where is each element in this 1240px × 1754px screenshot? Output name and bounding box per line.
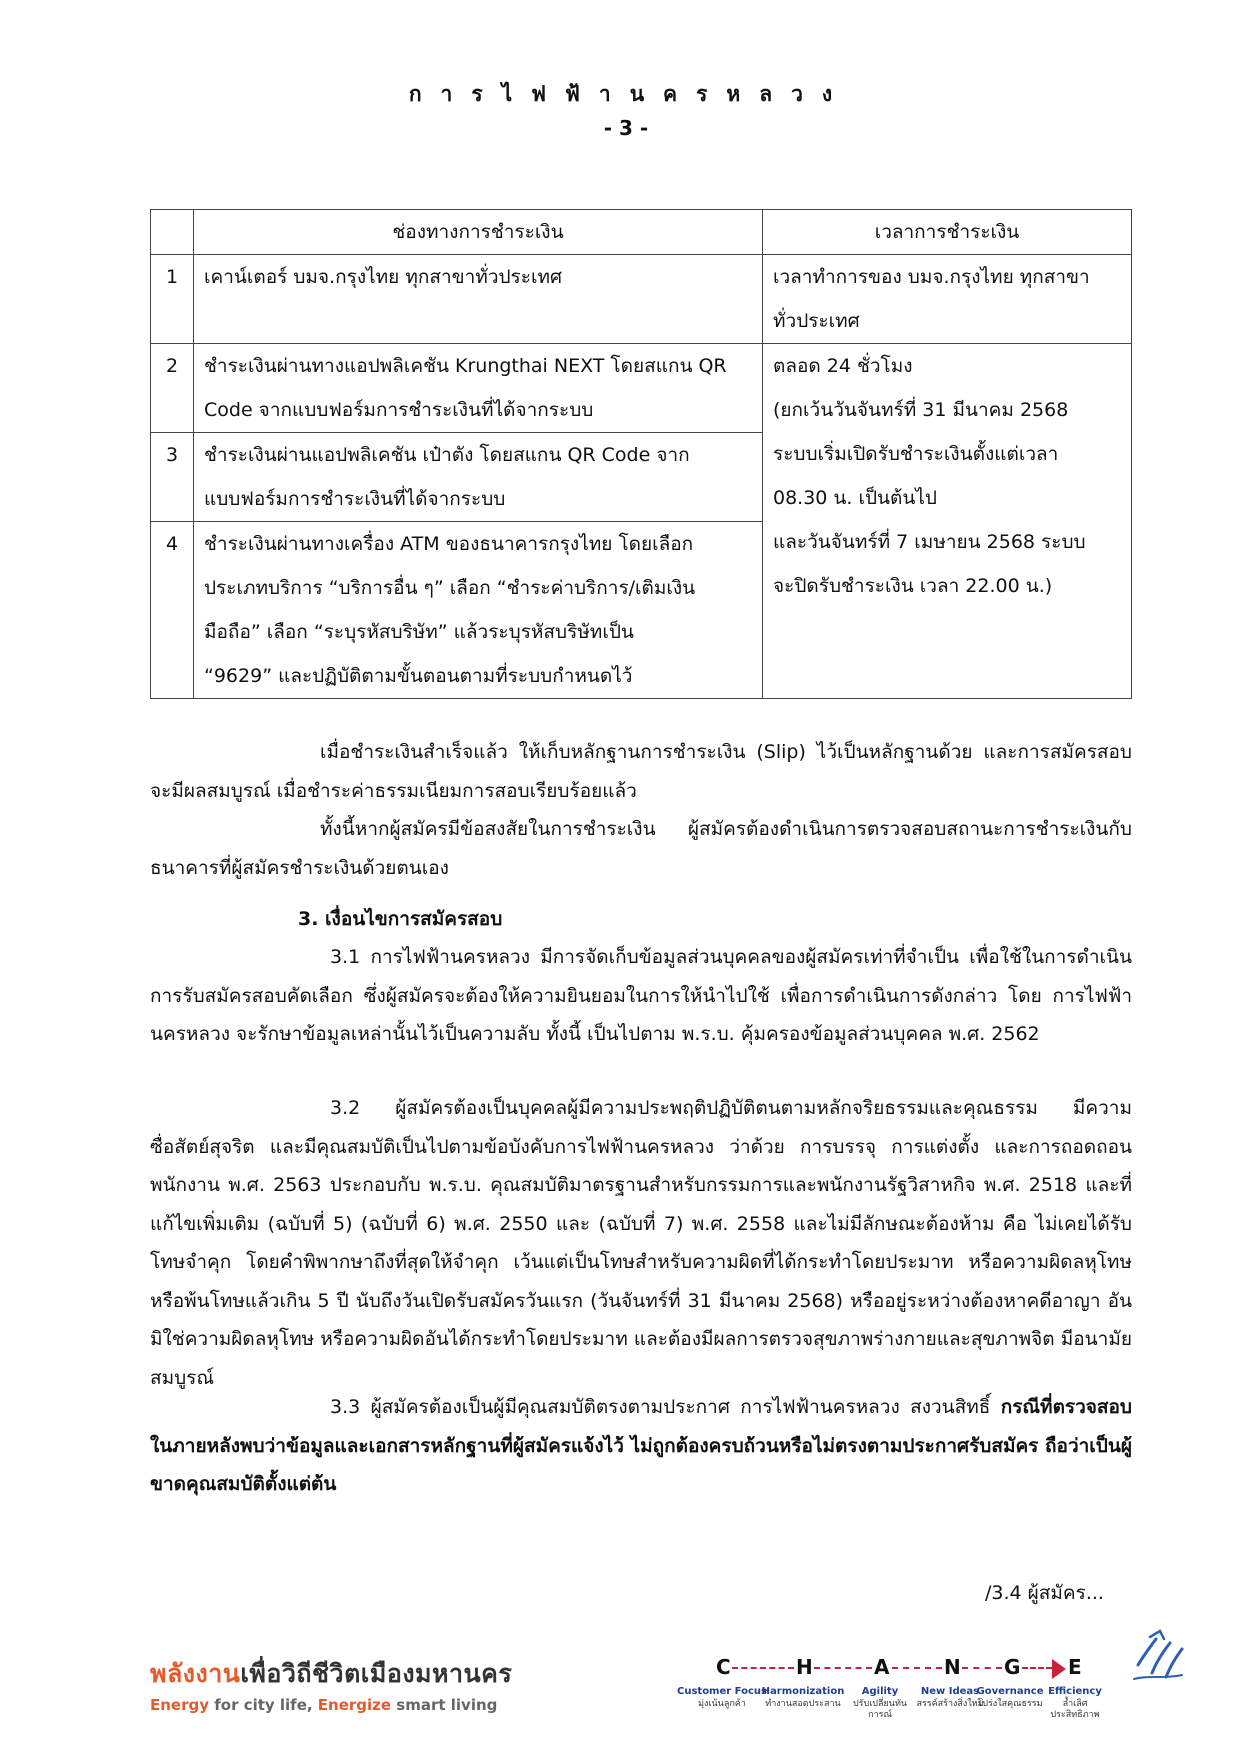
time-line: 08.30 น. เป็นต้นไป bbox=[773, 487, 937, 509]
channel-line: ชำระเงินผ่านทางเครื่อง ATM ของธนาคารกรุงไทย โดยเลือก bbox=[204, 533, 694, 555]
table-header-no bbox=[151, 210, 194, 255]
change-label: Agility bbox=[861, 1686, 899, 1697]
channel-line: ชำระเงินผ่านแอปพลิเคชัน เป๋าตัง โดยสแกน QR Code จาก bbox=[204, 444, 690, 466]
time-line: เวลาทำการของ บมจ.กรุงไทย ทุกสาขา bbox=[773, 266, 1090, 288]
channel-line: ประเภทบริการ “บริการอื่น ๆ” เลือก “ชำระค่าบริการ/เติมเงิน bbox=[204, 577, 696, 599]
channel-line: Code จากแบบฟอร์มการชำระเงินที่ได้จากระบบ bbox=[204, 399, 594, 421]
clause-3-3-bold: กรณีที่ตรวจสอบในภายหลังพบว่าข้อมูลและเอกสารหลักฐานที่ผู้สมัครแจ้งไว้ ไม่ถูกต้องครบถ้วนหรือไม่ตรงตามประกาศรับสมัคร ถือว่าเป็นผู้ขาดคุณสมบัติตั้งแต่ต้น bbox=[150, 1396, 1132, 1495]
change-dash bbox=[1022, 1667, 1052, 1669]
section-3-heading: 3. เงื่อนไขการสมัครสอบ bbox=[298, 908, 503, 930]
change-sublabel: ทำงานสอดประสาน bbox=[765, 1699, 841, 1709]
page-number: - 3 - bbox=[603, 116, 649, 140]
slip-text: เมื่อชำระเงินสำเร็จแล้ว ให้เก็บหลักฐานการชำระเงิน (Slip) ไว้เป็นหลักฐานด้วย และการสมัครสอบจะมีผลสมบูรณ์ เมื่อชำระค่าธรรมเนียมการสอบเรียบร้อยแล้ว bbox=[150, 741, 1132, 802]
time-line: (ยกเว้นวันจันทร์ที่ 31 มีนาคม 2568 bbox=[773, 399, 1069, 421]
change-dash bbox=[962, 1667, 1002, 1669]
table-header-channel: ช่องทางการชำระเงิน bbox=[194, 210, 763, 255]
change-label: Governance bbox=[976, 1686, 1044, 1697]
row-number: 2 bbox=[151, 344, 194, 433]
slip-paragraph bbox=[150, 733, 1132, 810]
channel-cell bbox=[194, 344, 763, 433]
table-header-time: เวลาการชำระเงิน bbox=[763, 210, 1132, 255]
continued-marker: /3.4 ผู้สมัคร... bbox=[985, 1582, 1104, 1604]
change-sublabel: โปร่งใสคุณธรรม bbox=[977, 1699, 1043, 1709]
channel-cell bbox=[194, 522, 763, 699]
change-letter-e: E bbox=[1068, 1655, 1082, 1679]
doubt-text: ทั้งนี้หากผู้สมัครมีข้อสงสัยในการชำระเงิน ผู้สมัครต้องดำเนินการตรวจสอบสถานะการชำระเงินกับธนาคารที่ผู้สมัครชำระเงินด้วยตนเอง bbox=[150, 818, 1132, 879]
channel-cell bbox=[194, 433, 763, 522]
clause-3-2-text: 3.2 ผู้สมัครต้องเป็นบุคคลผู้มีความประพฤติปฏิบัติตนตามหลักจริยธรรมและคุณธรรม มีความซื่อสัตย์สุจริต และมีคุณสมบัติเป็นไปตามข้อบังคับการไฟฟ้านครหลวง ว่าด้วย การบรรจุ การแต่งตั้ง และการถอดถอนพนักงาน พ.ศ. 2563 ประกอบกับ พ.ร.บ. คุณสมบัติมาตรฐานสำหรับกรรมการและพนักงานรัฐวิสาหกิจ พ.ศ. 2518 และที่แก้ไขเพิ่มเติม (ฉบับที่ 5) (ฉบับที่ 6) พ.ศ. 2550 และ (ฉบับที่ 7) พ.ศ. 2558 และไม่มีลักษณะต้องห้าม คือ ไม่เคยได้รับโทษจำคุก โดยคำพิพากษาถึงที่สุดให้จำคุก เว้นแต่เป็นโทษสำหรับความผิดที่ได้กระทำโดยประมาท หรือความผิดลหุโทษ หรือพ้นโทษแล้วเกิน 5 ปี นับถึงวันเปิดรับสมัครวันแรก (วันจันทร์ที่ 31 มีนาคม 2568) หรืออยู่ระหว่างต้องหาคดีอาญา อันมิใช่ความผิดลหุโทษ หรือความผิดอันได้กระทำโดยประมาท และต้องมีผลการตรวจสุขภาพร่างกายและสุขภาพจิต มีอนามัยสมบูรณ์ bbox=[150, 1097, 1132, 1389]
time-line: และวันจันทร์ที่ 7 เมษายน 2568 ระบบ bbox=[773, 531, 1086, 553]
slogan-english: Energy for city life, Energize smart living bbox=[150, 1696, 498, 1714]
change-label: Efficiency bbox=[1048, 1686, 1102, 1697]
channel-line: “9629” และปฏิบัติตามขั้นตอนตามที่ระบบกำหนดไว้ bbox=[204, 665, 633, 687]
payment-channel-table bbox=[150, 209, 1132, 699]
change-dash bbox=[814, 1667, 872, 1669]
row-number: 4 bbox=[151, 522, 194, 699]
shared-time-cell bbox=[763, 344, 1132, 699]
time-line: ตลอด 24 ชั่วโมง bbox=[773, 355, 913, 377]
time-line: จะปิดรับชำระเงิน เวลา 22.00 น.) bbox=[773, 575, 1053, 597]
change-dash bbox=[732, 1667, 794, 1669]
time-cell bbox=[763, 255, 1132, 344]
change-sublabel: สรรค์สร้างสิ่งใหม่ bbox=[916, 1699, 984, 1709]
slogan-thai: พลังงานเพื่อวิถีชีวิตเมืองมหานคร bbox=[150, 1659, 513, 1688]
row-number: 1 bbox=[151, 255, 194, 344]
channel-cell bbox=[194, 255, 763, 344]
clause-3-3 bbox=[150, 1388, 1132, 1504]
arrow-right-icon bbox=[1052, 1659, 1066, 1679]
channel-line: มือถือ” เลือก “ระบุรหัสบริษัท” แล้วระบุรหัสบริษัทเป็น bbox=[204, 621, 634, 643]
time-line: ทั่วประเทศ bbox=[773, 310, 860, 332]
org-title: การไฟฟ้านครหลวง bbox=[408, 82, 852, 106]
mea-emblem-icon bbox=[1130, 1625, 1186, 1685]
footer-slogan bbox=[150, 1654, 512, 1714]
table-row bbox=[151, 344, 1132, 433]
change-sublabel: มุ่งเน้นลูกค้า bbox=[698, 1699, 746, 1709]
row-number: 3 bbox=[151, 433, 194, 522]
change-sublabel: ล้ำเลิศประสิทธิภาพ bbox=[1050, 1699, 1100, 1720]
change-values-banner bbox=[672, 1655, 1112, 1745]
time-line: ระบบเริ่มเปิดรับชำระเงินตั้งแต่เวลา bbox=[773, 443, 1059, 465]
change-sublabel: ปรับเปลี่ยนทันการณ์ bbox=[852, 1699, 908, 1720]
change-letter-h: H bbox=[796, 1655, 813, 1679]
change-letter-n: N bbox=[944, 1655, 961, 1679]
clause-3-2 bbox=[150, 1089, 1132, 1397]
channel-line: แบบฟอร์มการชำระเงินที่ได้จากระบบ bbox=[204, 488, 506, 510]
channel-line: ชำระเงินผ่านทางแอปพลิเคชัน Krungthai NEXT โดยสแกน QR bbox=[204, 355, 727, 377]
change-label: Customer Focus bbox=[677, 1686, 767, 1697]
change-letter-c: C bbox=[716, 1655, 731, 1679]
change-letter-a: A bbox=[874, 1655, 890, 1679]
change-label: Harmonization bbox=[761, 1686, 845, 1697]
table-row bbox=[151, 255, 1132, 344]
change-letter-g: G bbox=[1004, 1655, 1021, 1679]
change-label: New Ideas bbox=[920, 1686, 980, 1697]
doubt-paragraph bbox=[150, 810, 1132, 887]
clause-3-1 bbox=[150, 938, 1132, 1054]
change-dash bbox=[892, 1667, 942, 1669]
clause-3-3-text: 3.3 ผู้สมัครต้องเป็นผู้มีคุณสมบัติตรงตามประกาศ การไฟฟ้านครหลวง สงวนสิทธิ์ bbox=[330, 1396, 1001, 1418]
channel-line: เคาน์เตอร์ บมจ.กรุงไทย ทุกสาขาทั่วประเทศ bbox=[204, 266, 563, 288]
clause-3-1-text: 3.1 การไฟฟ้านครหลวง มีการจัดเก็บข้อมูลส่วนบุคคลของผู้สมัครเท่าที่จำเป็น เพื่อใช้ในการดำเนินการรับสมัครสอบคัดเลือก ซึ่งผู้สมัครจะต้องให้ความยินยอมในการให้นำไปใช้ เพื่อการดำเนินการดังกล่าว โดย การไฟฟ้านครหลวง จะรักษาข้อมูลเหล่านั้นไว้เป็นความลับ ทั้งนี้ เป็นไปตาม พ.ร.บ. คุ้มครองข้อมูลส่วนบุคคล พ.ศ. 2562 bbox=[150, 946, 1132, 1045]
table-header-row bbox=[151, 210, 1132, 255]
